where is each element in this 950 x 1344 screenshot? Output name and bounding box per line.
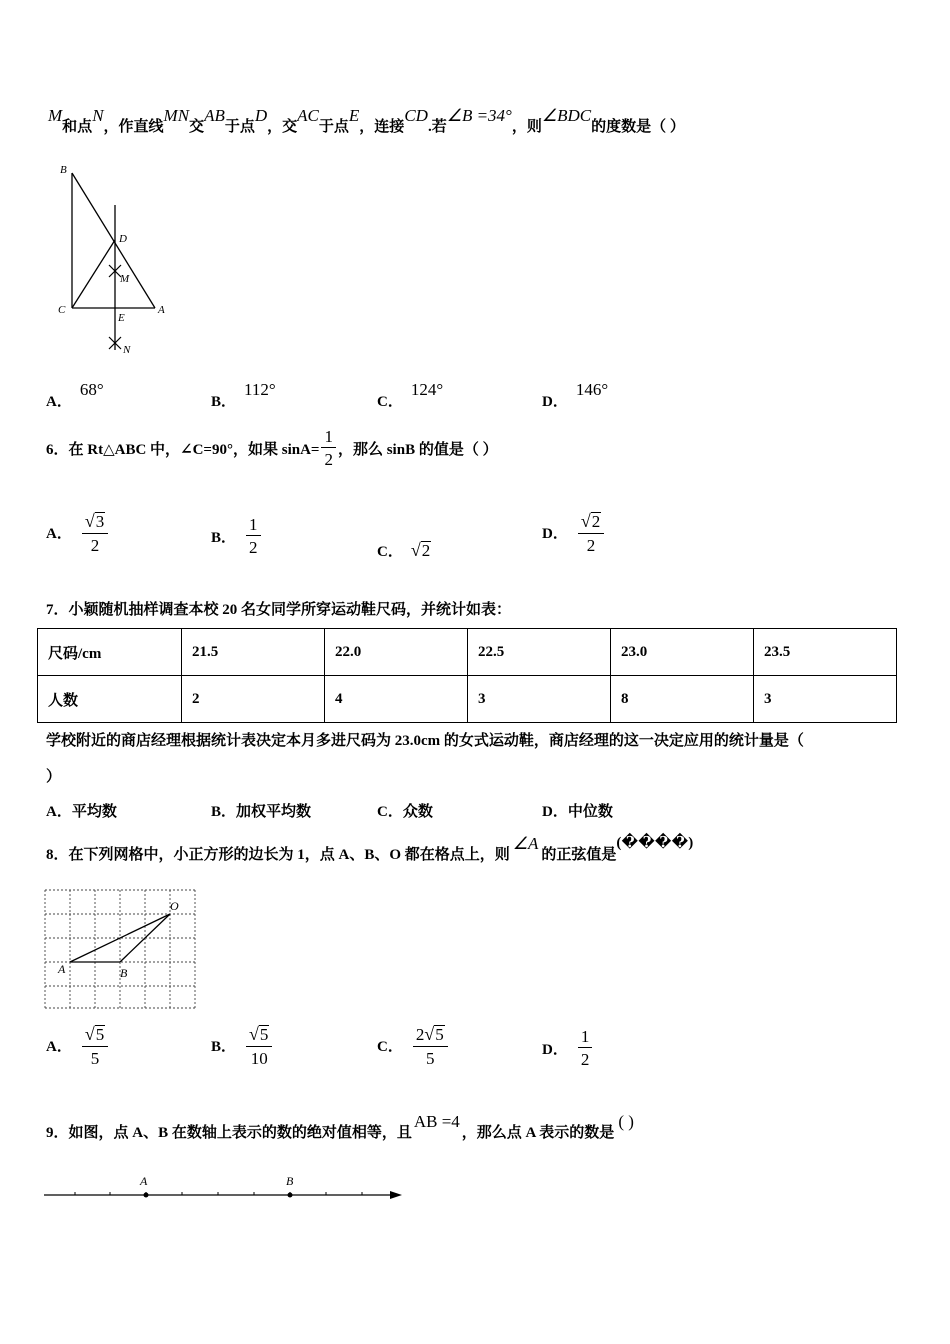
q5-text: ，交 <box>267 119 298 135</box>
q5-text: ，则 <box>511 119 542 135</box>
table-row <box>38 676 897 723</box>
fraction: √ 2 2 <box>578 512 604 554</box>
q9-stem <box>46 1108 634 1142</box>
q6-text: 6．在 Rt△ABC 中，∠C=90°，如果 sinA= <box>46 441 320 458</box>
q5-text: 于点 <box>318 119 349 135</box>
label-d: D <box>119 233 127 245</box>
label-o: O <box>170 899 179 913</box>
line-mn: MN <box>163 106 190 125</box>
table-cell: 4 <box>325 676 468 723</box>
q5-option-a[interactable] <box>46 368 104 411</box>
point-b <box>288 1193 293 1198</box>
q8-text: 的正弦值是 <box>541 847 617 863</box>
option-label: A． <box>46 526 72 543</box>
q5-text: ，连接 <box>359 119 405 135</box>
table-cell: 3 <box>468 676 611 723</box>
q7-option-c[interactable]: C．众数 <box>377 804 433 820</box>
q6-text: ，那么 sinB 的值是（ ） <box>337 441 498 458</box>
option-value: 124° <box>410 379 444 399</box>
segment-cd <box>72 240 115 308</box>
fraction: $\frac{1}{2}$ <box>321 428 336 468</box>
point-a <box>144 1193 149 1198</box>
point-d: D <box>254 106 268 125</box>
option-label: D． <box>542 1041 568 1058</box>
q5-text: 的度数是（ ） <box>591 119 685 135</box>
sqrt-value: √ 2 <box>410 540 431 561</box>
q7-option-d[interactable]: D．中位数 <box>542 804 613 820</box>
option-label: D． <box>542 394 568 410</box>
label-a: A <box>158 304 165 316</box>
q8-option-b[interactable] <box>211 1025 274 1067</box>
q9-number-line <box>40 1170 410 1210</box>
label-m: M <box>120 273 130 285</box>
q5-stem <box>48 100 685 136</box>
point-e: E <box>348 106 360 125</box>
angle-bdc: ∠BDC <box>541 106 592 125</box>
q8-grid-figure <box>44 888 200 1012</box>
option-value: 112° <box>244 379 276 399</box>
option-label: C． <box>377 394 403 410</box>
option-label: C． <box>377 1039 403 1056</box>
q7-option-b[interactable]: B．加权平均数 <box>211 804 312 820</box>
fraction: $\frac{1}{2}$ <box>578 1028 593 1068</box>
table-cell: 21.5 <box>182 629 325 676</box>
q5-option-c[interactable] <box>377 368 443 411</box>
label-b: B <box>60 164 67 176</box>
fraction: √ 5 10 <box>246 1025 272 1067</box>
q7-option-a[interactable]: A．平均数 <box>46 804 117 820</box>
point-n: N <box>92 106 104 125</box>
q9-text: ，那么点 A 表示的数是 <box>461 1125 615 1141</box>
option-label: A． <box>46 394 72 410</box>
option-label: A． <box>46 1039 72 1056</box>
answer-paren: (����) <box>616 835 694 851</box>
answer-paren: ( ) <box>618 1112 634 1131</box>
option-label: B． <box>211 394 237 410</box>
fraction: $\frac{1}{2}$ <box>246 516 261 556</box>
option-label: B． <box>211 1039 237 1056</box>
q5-text: ，作直线 <box>103 119 164 135</box>
table-cell: 22.0 <box>325 629 468 676</box>
q5-text: 于点 <box>224 119 255 135</box>
label-b: B <box>120 966 128 980</box>
q8-option-a[interactable] <box>46 1025 110 1067</box>
fraction: √ 5 5 <box>82 1025 108 1067</box>
segment-ab: AB <box>204 106 225 125</box>
q5-text: 和点 <box>62 119 93 135</box>
q8-stem <box>46 832 693 864</box>
q8-option-c[interactable] <box>377 1025 450 1067</box>
q7-stem: 7．小颖随机抽样调查本校 20 名女同学所穿运动鞋尺码，并统计如表： <box>46 602 512 618</box>
table-cell: 8 <box>611 676 754 723</box>
q6-option-a[interactable] <box>46 512 110 554</box>
table-cell: 22.5 <box>468 629 611 676</box>
q5-option-d[interactable] <box>542 368 608 411</box>
option-value: 146° <box>575 379 609 399</box>
table-cell: 23.5 <box>754 629 897 676</box>
q5-text: 交 <box>189 119 205 135</box>
q6-option-d[interactable] <box>542 512 606 554</box>
segment-cd: CD <box>404 106 428 125</box>
q5-text: .若 <box>427 119 447 135</box>
table-cell: 2 <box>182 676 325 723</box>
q6-option-b[interactable] <box>211 516 263 556</box>
shoe-size-table <box>37 628 897 723</box>
table-cell: 人数 <box>38 676 182 723</box>
q8-text: 8．在下列网格中，小正方形的边长为 1，点 A、B、O 都在格点上，则 <box>46 847 510 863</box>
table-cell: 3 <box>754 676 897 723</box>
q8-option-d[interactable] <box>542 1028 594 1068</box>
q6-option-c[interactable] <box>377 540 431 561</box>
q5-triangle-figure <box>40 155 190 360</box>
q7-followup: 学校附近的商店经理根据统计表决定本月多进尺码为 23.0cm 的女式运动鞋，商店经理的这一决定应用的统计量是（ <box>46 733 804 749</box>
q5-option-b[interactable] <box>211 368 276 411</box>
label-e: E <box>118 312 125 324</box>
label-b: B <box>286 1174 294 1188</box>
angle-b: ∠B =34° <box>446 106 512 125</box>
q9-text: 9．如图，点 A、B 在数轴上表示的数的绝对值相等，且 <box>46 1125 412 1141</box>
option-value: 68° <box>79 379 104 399</box>
label-n: N <box>123 344 131 356</box>
angle-a: ∠A <box>512 834 539 853</box>
table-cell: 23.0 <box>611 629 754 676</box>
option-label: B． <box>211 529 237 546</box>
option-label: D． <box>542 526 568 543</box>
label-c: C <box>58 304 66 316</box>
label-a: A <box>140 1174 148 1188</box>
point-m: M <box>48 106 63 125</box>
q6-stem <box>46 428 498 468</box>
label-a: A <box>58 962 66 976</box>
fraction: 2 √ 5 5 <box>413 1025 448 1067</box>
q7-followup-paren: ） <box>46 769 62 785</box>
table-row <box>38 629 897 676</box>
fraction: √ 3 2 <box>82 512 108 554</box>
option-label: C． <box>377 544 403 560</box>
expression-ab: AB =4 <box>413 1112 460 1131</box>
segment-ac: AC <box>297 106 319 125</box>
table-cell: 尺码/cm <box>38 629 182 676</box>
